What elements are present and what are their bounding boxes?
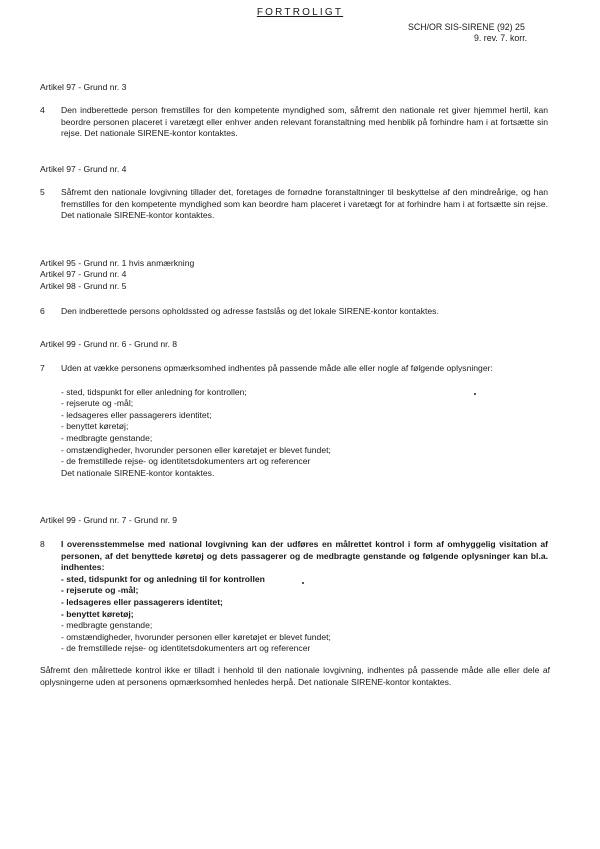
section-6-text: Den indberettede persons opholdssted og adresse fastslås og det lokale SIRENE-kontor kontaktes. xyxy=(61,306,439,316)
section-6-grund-line: Artikel 95 - Grund nr. 1 hvis anmærkning xyxy=(40,258,195,268)
section-7-item-list xyxy=(61,387,548,468)
section-6-number: 6 xyxy=(40,306,45,316)
list-item: - de fremstillede rejse- og identitetsdokumenters art og referencer xyxy=(61,456,311,467)
section-6-grund-list xyxy=(40,258,194,292)
section-7-number: 7 xyxy=(40,363,45,373)
section-7-body xyxy=(61,363,548,479)
list-item: - rejserute og -mål; xyxy=(61,585,139,596)
document-classification: FORTROLIGT xyxy=(256,7,344,18)
document-reference xyxy=(408,22,527,43)
list-item: - ledsageres eller passagerers identitet; xyxy=(61,409,212,420)
section-5-text: Såfremt den nationale lovgivning tillader det, foretages de fornødne foranstaltninger til beskyttelse af den mindreårige, og han fremstilles for den kompetente myndighed som kan beordre ham placeret i varetægt for at forhindre ham i at fortsætte sin rejse. Det nationale SIRENE-kontor kontaktes. xyxy=(61,187,548,221)
reference-line-1: SCH/OR SIS-SIRENE (92) 25 xyxy=(408,22,525,32)
list-item: - sted, tidspunkt for og anledning til for kontrollen xyxy=(61,573,265,584)
section-4-grund: Artikel 97 - Grund nr. 3 xyxy=(40,82,127,92)
section-7-grund: Artikel 99 - Grund nr. 6 - Grund nr. 8 xyxy=(40,339,178,349)
scan-speck xyxy=(474,393,476,395)
list-item: - medbragte genstande; xyxy=(61,432,153,443)
section-8-closing: Såfremt den målrettede kontrol ikke er tilladt i henhold til den nationale lovgivning, indhentes på passende måde alle eller dele af oplysningerne uden at personens opmærksomhed henledes herpå. Det nationale SIRENE-kontor kontaktes. xyxy=(40,665,550,687)
section-8-number: 8 xyxy=(40,539,45,549)
section-4-text: Den indberettede person fremstilles for den kompetente myndighed som, såfremt den nationale ret giver hjemmel hertil, kan beordre personen placeret i varetægt eller enhver anden relevant foranstaltning med henblik på forhindre ham i at fortsætte sin rejse. Det nationale SIRENE-kontor kontaktes. xyxy=(61,105,548,139)
list-item: - benyttet køretøj; xyxy=(61,421,129,432)
list-item: - medbragte genstande; xyxy=(61,620,153,631)
list-item: - ledsageres eller passagerers identitet; xyxy=(61,596,223,607)
section-5-grund: Artikel 97 - Grund nr. 4 xyxy=(40,164,127,174)
section-6-grund-line: Artikel 97 - Grund nr. 4 xyxy=(40,269,127,280)
list-item: - rejserute og -mål; xyxy=(61,398,134,409)
list-item: - sted, tidspunkt for eller anledning for kontrollen; xyxy=(61,386,247,397)
list-item: - omstændigheder, hvorunder personen eller køretøjet er blevet fundet; xyxy=(61,444,331,455)
list-item: - benyttet køretøj; xyxy=(61,608,134,619)
list-item: - omstændigheder, hvorunder personen eller køretøjet er blevet fundet; xyxy=(61,631,331,642)
section-8-item-list xyxy=(61,574,548,655)
section-8-text: I overensstemmelse med national lovgivning kan der udføres en målrettet kontrol i form af omhyggelig visitation af personen, af det benyttede køretøj og dets passagerer og de medbragte genstande og følgende oplysninger kan bl.a. indhentes: xyxy=(61,539,548,573)
list-item: - de fremstillede rejse- og identitetsdokumenters art og referencer xyxy=(61,643,311,654)
section-5-number: 5 xyxy=(40,187,45,197)
section-8-grund: Artikel 99 - Grund nr. 7 - Grund nr. 9 xyxy=(40,515,178,525)
section-6-grund-line: Artikel 98 - Grund nr. 5 xyxy=(40,280,127,291)
scan-speck xyxy=(302,582,304,584)
section-7-closing: Det nationale SIRENE-kontor kontaktes. xyxy=(61,467,215,478)
section-4-number: 4 xyxy=(40,105,45,115)
section-8-body xyxy=(61,539,548,655)
reference-line-2: 9. rev. 7. korr. xyxy=(474,32,528,43)
section-7-text: Uden at vække personens opmærksomhed indhentes på passende måde alle eller nogle af følgende oplysninger: xyxy=(61,363,493,373)
